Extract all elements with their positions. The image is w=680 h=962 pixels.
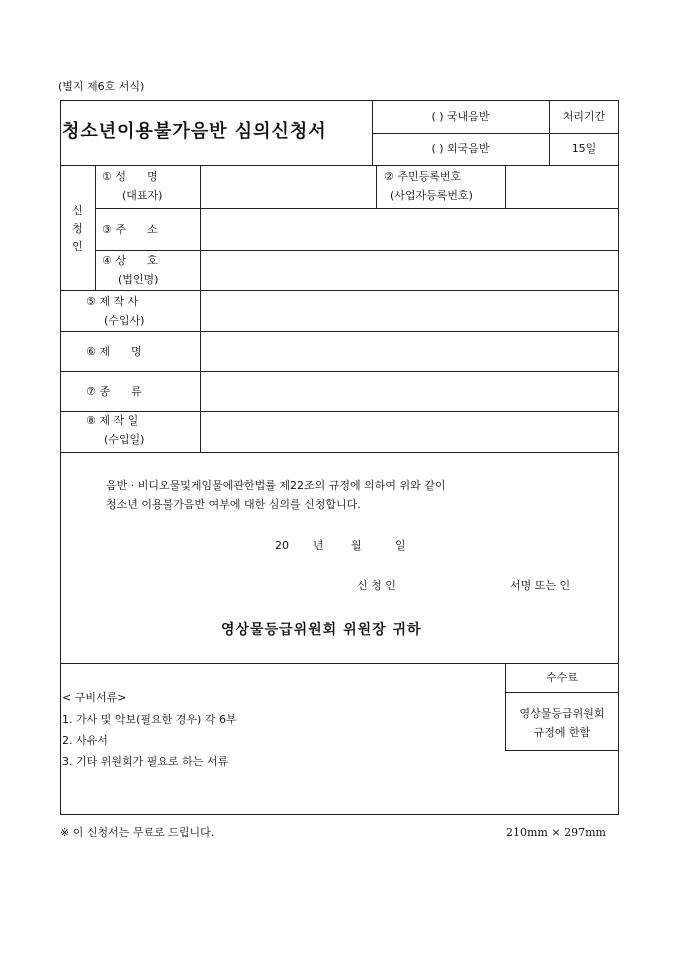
- divider: [95, 165, 96, 290]
- applicant-group-char: 청: [72, 222, 83, 235]
- form-title: 청소년이용불가음반 심의신청서: [62, 121, 327, 142]
- processing-period-value: 15일: [571, 142, 597, 155]
- production-date-field[interactable]: [201, 412, 618, 451]
- signature-or-seal: 서명 또는 인: [510, 579, 571, 592]
- statement-line-1: 음반 · 비디오물및게임물에관한법률 제22조의 규정에 의하여 위와 같이: [106, 479, 446, 492]
- foreign-label: ( ) 외국음반: [431, 142, 490, 155]
- date-month-unit: 월: [351, 539, 362, 552]
- name-sublabel: (대표자): [122, 189, 163, 202]
- divider: [505, 692, 619, 693]
- applicant-group-char: 신: [72, 204, 83, 217]
- name-label: ① 성 명: [102, 170, 158, 183]
- company-label: ④ 상 호: [102, 254, 158, 267]
- date-year-unit: 년: [313, 539, 324, 552]
- genre-field[interactable]: [201, 372, 618, 410]
- date-year: 20: [275, 539, 289, 552]
- free-of-charge-note: ※ 이 신청서는 무료로 드립니다.: [60, 826, 215, 839]
- paper-size: 210mm × 297mm: [506, 826, 606, 839]
- applicant-signature-label: 신 청 인: [357, 579, 396, 592]
- document-item: 3. 기타 위원회가 필요로 하는 서류: [62, 755, 229, 768]
- title-label: ⑥ 제 명: [86, 345, 142, 358]
- form-id: (별지 제6호 서식): [58, 80, 145, 93]
- company-sublabel: (법인명): [118, 273, 159, 286]
- date-day-unit: 일: [395, 539, 406, 552]
- document-item: 1. 가사 및 악보(필요한 경우) 각 6부: [62, 713, 237, 726]
- statement-line-2: 청소년 이용불가음반 여부에 대한 심의를 신청합니다.: [106, 498, 361, 511]
- company-field[interactable]: [201, 251, 618, 289]
- divider: [372, 133, 619, 134]
- fee-line-2: 규정에 한함: [533, 726, 591, 739]
- address-label: ③ 주 소: [102, 223, 158, 236]
- producer-field[interactable]: [201, 291, 618, 330]
- divider: [505, 750, 619, 751]
- divider: [376, 165, 377, 208]
- addressee: 영상물등급위원회 위원장 귀하: [221, 622, 422, 638]
- divider: [60, 663, 619, 664]
- name-field[interactable]: [201, 166, 375, 207]
- genre-label: ⑦ 종 류: [86, 385, 142, 398]
- producer-label: ⑤ 제 작 사: [86, 295, 139, 308]
- registration-number-field[interactable]: [506, 166, 618, 207]
- document-item: 2. 사유서: [62, 734, 108, 747]
- domestic-label: ( ) 국내음반: [431, 110, 490, 123]
- fee-heading: 수수료: [546, 671, 578, 684]
- domestic-option[interactable]: [372, 110, 549, 124]
- registration-number-label: ② 주민등록번호: [384, 170, 462, 183]
- processing-period-label: 처리기간: [562, 110, 606, 123]
- fee-line-1: 영상물등급위원회: [519, 707, 605, 720]
- address-field[interactable]: [201, 209, 618, 249]
- production-date-label: ⑧ 제 작 일: [86, 414, 139, 427]
- divider: [60, 452, 619, 453]
- applicant-group-char: 인: [72, 240, 83, 253]
- required-documents-heading: < 구비서류>: [62, 691, 127, 704]
- producer-sublabel: (수입사): [104, 314, 145, 327]
- foreign-option[interactable]: [372, 142, 549, 156]
- production-date-sublabel: (수입일): [104, 433, 145, 446]
- title-field[interactable]: [201, 332, 618, 370]
- registration-number-sublabel: (사업자등록번호): [390, 189, 473, 202]
